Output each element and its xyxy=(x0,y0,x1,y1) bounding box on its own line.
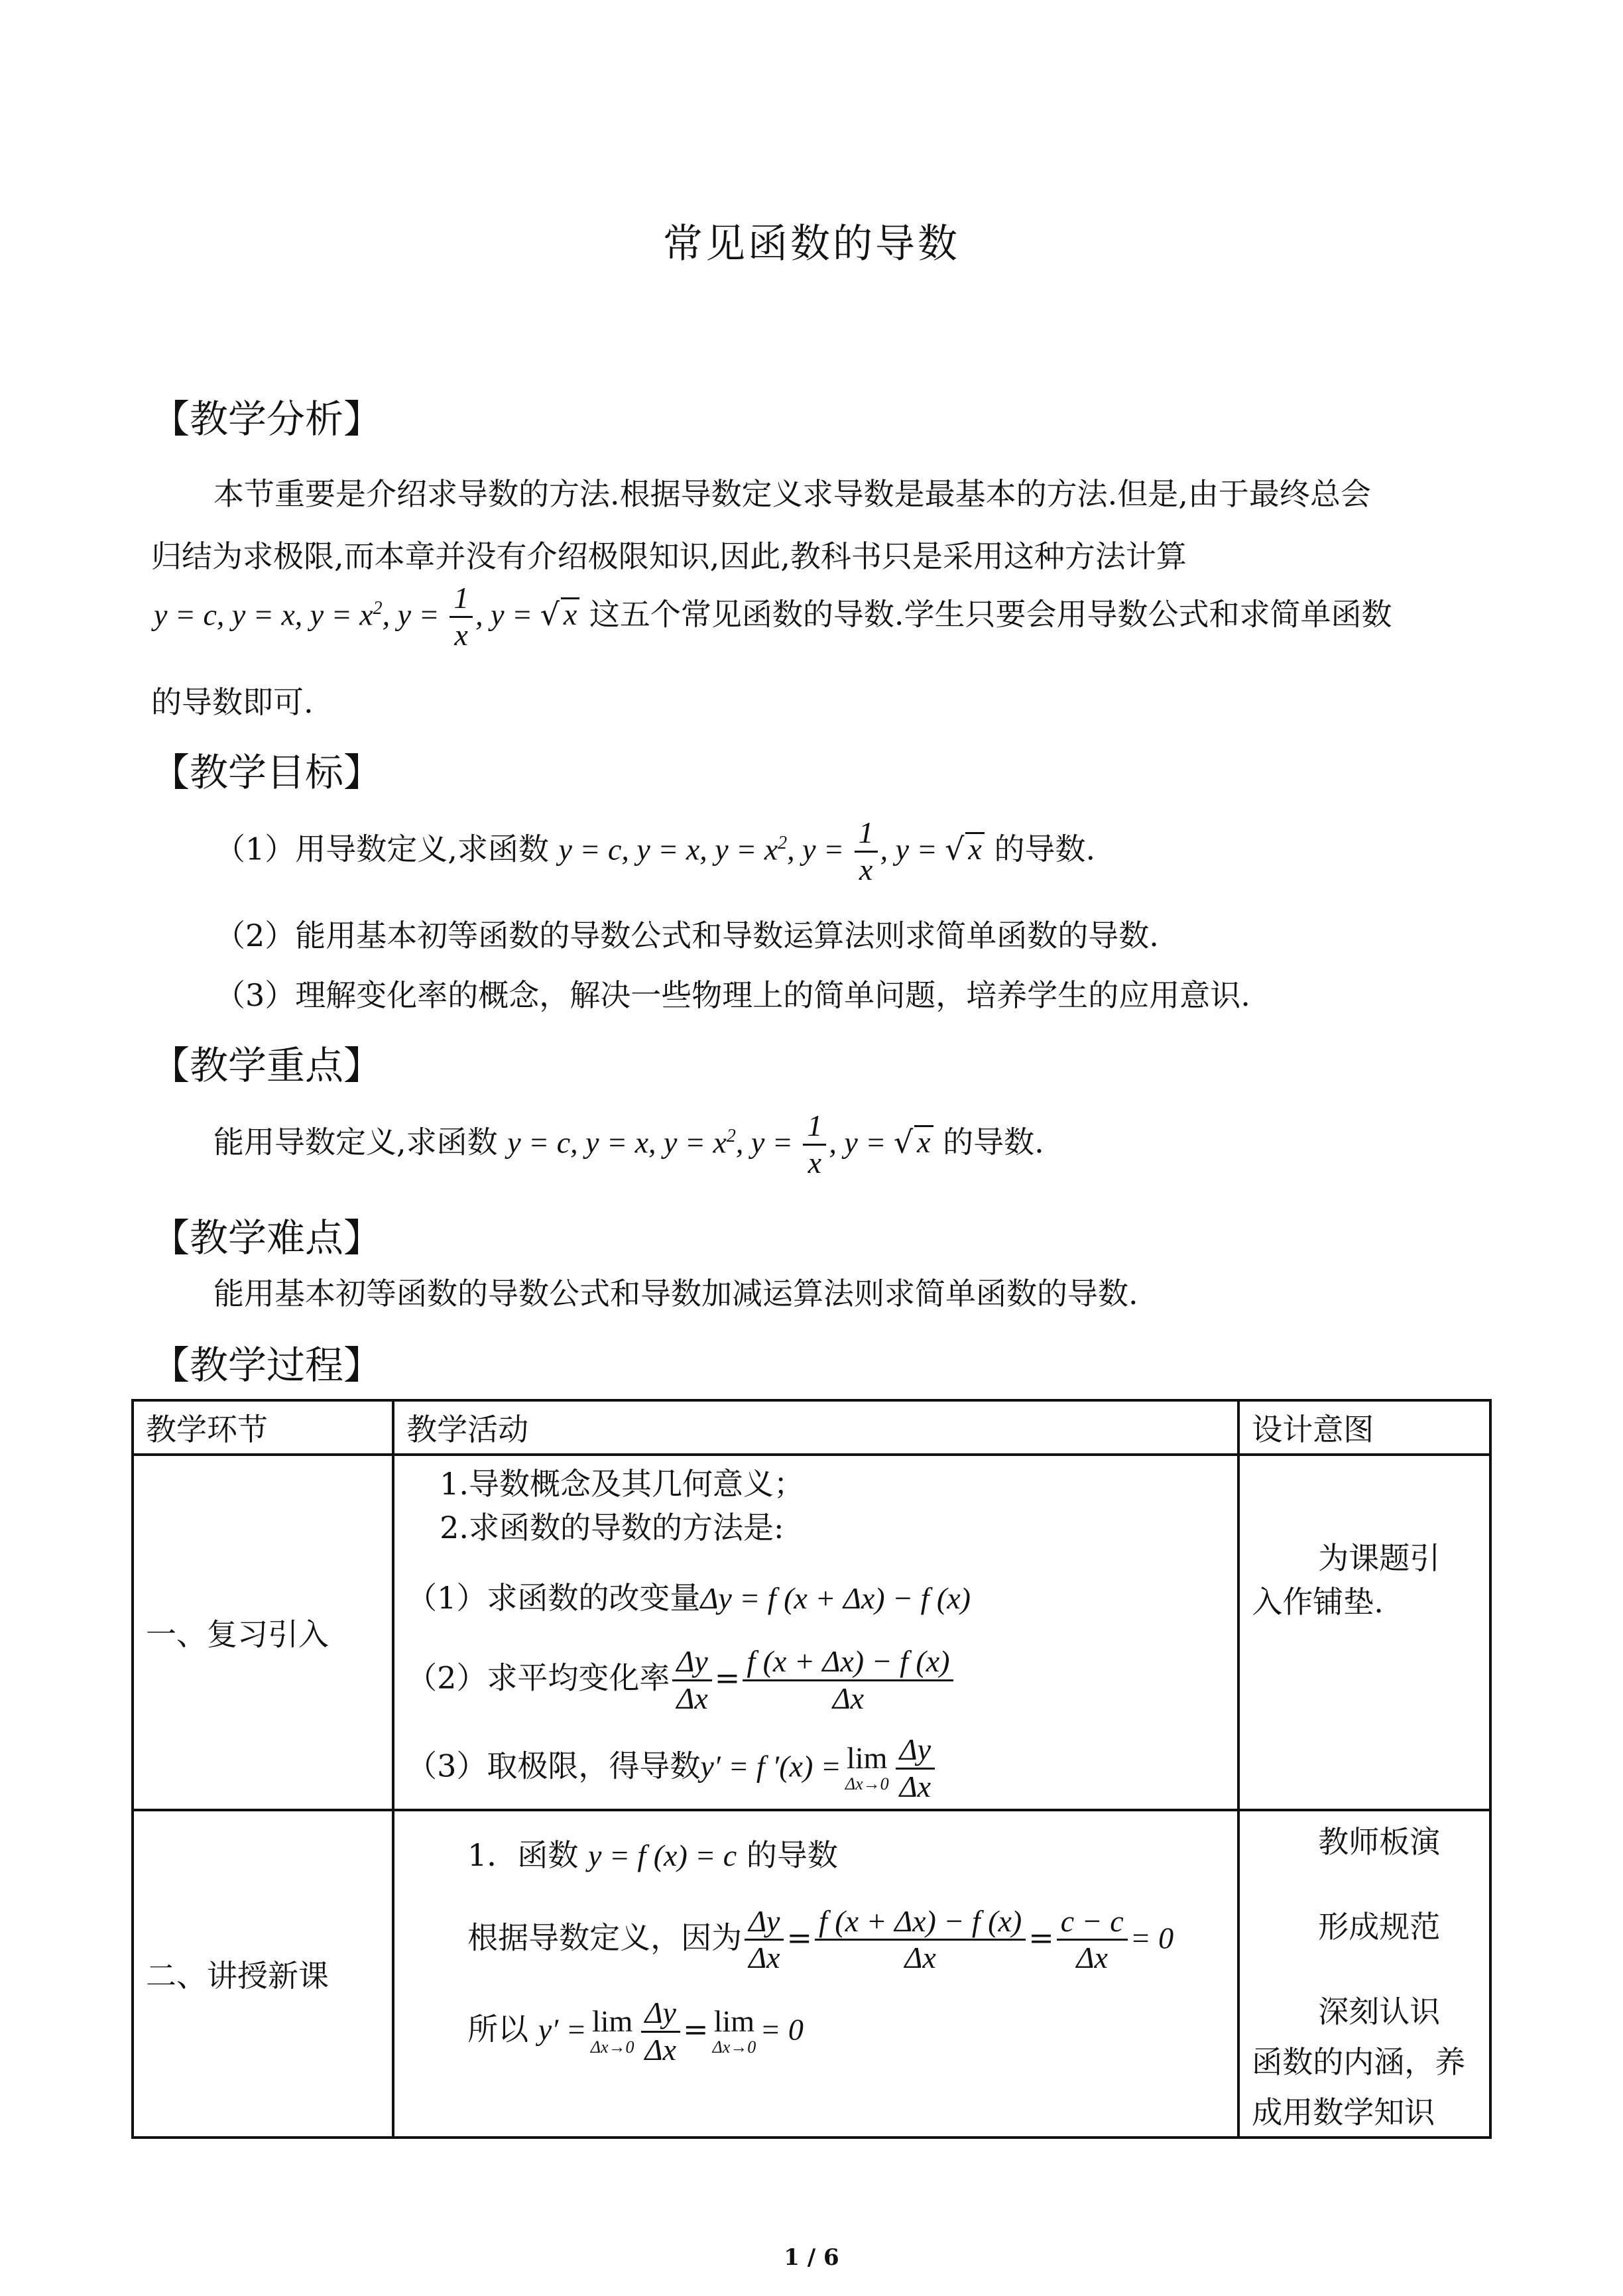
goal-3: （3）理解变化率的概念，解决一些物理上的简单问题，培养学生的应用意识. xyxy=(215,977,1250,1013)
section-heading-process: 【教学过程】 xyxy=(151,1343,383,1388)
fraction-one-over-x: $\frac{1}{x}$ xyxy=(855,816,878,888)
table-row xyxy=(133,1810,1490,2138)
analysis-line-3-suffix: 这五个常见函数的导数.学生只要会用导数公式和求简单函数 xyxy=(589,596,1392,633)
sqrt-x: x xyxy=(561,597,579,630)
section-heading-analysis: 【教学分析】 xyxy=(151,396,383,442)
header-intent: 设计意图 xyxy=(1238,1400,1490,1455)
row2-activity xyxy=(393,1810,1238,2138)
fraction-avg-rate: $\frac{f (x + \Delta x) - f (x)}{\Delta x}$ xyxy=(743,1644,953,1717)
fraction-dy-dx: $\frac{\Delta y}{\Delta x}$ xyxy=(641,1996,680,2068)
header-stage: 教学环节 xyxy=(133,1400,393,1455)
analysis-line-4: 的导数即可. xyxy=(151,684,314,720)
table-row xyxy=(133,1455,1490,1810)
goal-2: （2）能用基本初等函数的导数公式和导数运算法则求简单函数的导数. xyxy=(215,918,1159,953)
table-header-row xyxy=(133,1400,1490,1455)
item-1: 1．函数 y = f (x) = c 的导数 xyxy=(467,1837,838,1873)
row2-intent: 教师板演 形成规范 深刻认识 函数的内涵，养 成用数学知识 xyxy=(1238,1810,1490,2138)
row1-intent: 为课题引 入作铺垫. xyxy=(1238,1455,1490,1810)
row1-stage: 一、复习引入 xyxy=(133,1455,393,1810)
section-heading-keypoint: 【教学重点】 xyxy=(151,1043,383,1088)
math-funcs-c: , y = xyxy=(475,597,540,632)
fraction-dy-dx: $\frac{\Delta y}{\Delta x}$ xyxy=(745,1904,784,1976)
limit-symbol: lim Δx→0 xyxy=(845,1740,889,1793)
fraction-avg-rate: $\frac{f (x + \Delta x) - f (x)}{\Delta x}$ xyxy=(815,1904,1026,1976)
sqrt-sign: √ xyxy=(540,596,560,633)
so-line: 所以 y′ = lim Δx→0 $\frac{\Delta y}{\Delta x}$ = lim Δx→0 = 0 xyxy=(467,1996,804,2067)
math-funcs-a: y = c, y = x, y = x xyxy=(154,597,373,632)
fraction-one-over-x: $\frac{1}{x}$ xyxy=(803,1109,826,1181)
math-funcs-b: , y = xyxy=(382,597,448,632)
row2-stage: 二、讲授新课 xyxy=(133,1810,393,2138)
goal-1: （1）用导数定义,求函数 y = c, y = x, $y = x^2$, y = $\frac{1}{x}$ , y = √ x 的导数. xyxy=(215,816,1096,886)
header-activity: 教学活动 xyxy=(393,1400,1238,1455)
section-heading-difficulty: 【教学难点】 xyxy=(151,1215,383,1260)
reason-line: 根据导数定义，因为 $\frac{\Delta y}{\Delta x}$ = $\frac{f (x + \Delta x) - f (x)}{\Delta x}$ = $\frac{c - c}{\Delta x}$ = 0 xyxy=(467,1903,1174,1975)
limit-symbol: lim Δx→0 xyxy=(712,2004,756,2057)
teaching-process-table xyxy=(131,1399,1492,2139)
limit-symbol: lim Δx→0 xyxy=(590,2004,634,2057)
fraction-one-over-x: $\frac{1}{x}$ xyxy=(450,581,473,653)
keypoint-text: 能用导数定义,求函数 y = c, y = x, $y = x^2$, y = $\frac{1}{x}$ , y = √ x 的导数. xyxy=(213,1109,1044,1179)
fraction-c-minus-c: $\frac{c - c}{\Delta x}$ xyxy=(1057,1904,1128,1976)
math-square: 2 xyxy=(373,598,383,619)
analysis-line-2: 归结为求极限,而本章并没有介绍极限知识,因此,教科书只是采用这种方法计算 xyxy=(151,538,1187,574)
analysis-line-3 xyxy=(154,581,1392,653)
fraction-dy-dx: $\frac{\Delta y}{\Delta x}$ xyxy=(672,1644,711,1717)
page-number: 1 / 6 xyxy=(784,2244,839,2271)
page-title: 常见函数的导数 xyxy=(663,221,960,267)
step-1: （1）求函数的改变量Δy = f (x + Δx) − f (x) xyxy=(406,1580,971,1616)
analysis-line-1: 本节重要是介绍求导数的方法.根据导数定义求导数是最基本的方法.但是,由于最终总会 xyxy=(213,476,1371,512)
row1-activity: 1.导数概念及其几何意义； 2.求函数的导数的方法是: （1）求函数的改变量Δy = f (x + Δx) − f (x) （2）求平均变化率 $\frac{\Delta y}{\Delta x}$ = $\frac{f (x + \Delta x) - f (x)}{\Delta x}$ （3）取极限，得导数y′ = f ′(x) = lim Δx→0 $\frac{\Delta y}{\Delta x}$ xyxy=(393,1455,1238,1810)
step-2: （2）求平均变化率 $\frac{\Delta y}{\Delta x}$ = $\frac{f (x + \Delta x) - f (x)}{\Delta x}$ xyxy=(406,1644,1225,1717)
step-3: （3）取极限，得导数y′ = f ′(x) = lim Δx→0 $\frac{\Delta y}{\Delta x}$ xyxy=(406,1732,1225,1805)
fraction-dy-dx: $\frac{\Delta y}{\Delta x}$ xyxy=(896,1732,935,1805)
difficulty-text: 能用基本初等函数的导数公式和导数加减运算法则求简单函数的导数. xyxy=(213,1276,1138,1311)
section-heading-goals: 【教学目标】 xyxy=(151,750,383,795)
